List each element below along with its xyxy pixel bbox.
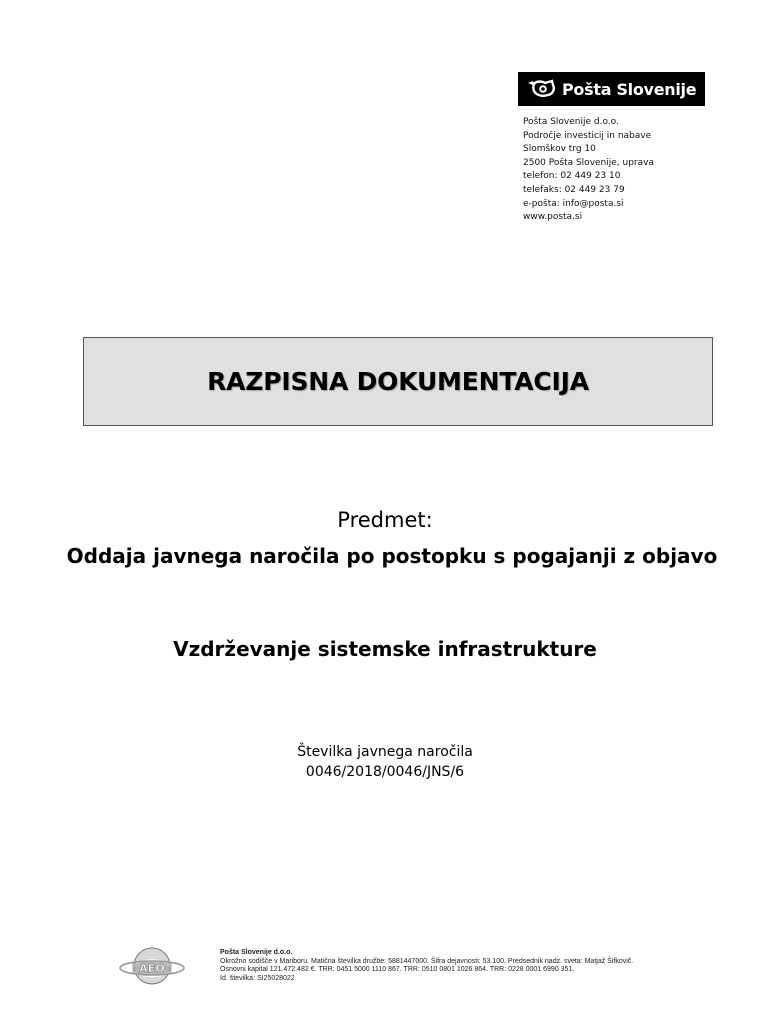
address-line: telefon: 02 449 23 10 xyxy=(523,171,621,182)
company-footer xyxy=(220,949,633,983)
aeo-logo xyxy=(118,944,186,988)
subject-label: Predmet: xyxy=(337,508,433,532)
address-line: Slomškov trg 10 xyxy=(523,144,596,155)
post-horn-icon xyxy=(526,79,556,99)
project-title: Vzdrževanje sistemske infrastrukture xyxy=(173,637,597,661)
subject-text: Oddaja javnega naročila po postopku s pogajanji z objavo xyxy=(66,544,718,568)
posta-slovenije-logo xyxy=(518,72,705,106)
footer-line: Osnovni kapital 121.472.482 €. TRR: 0451 5000 1110 867. TRR: 0510 0801 1026 864. TRR: 0228 0001 6990 351. xyxy=(220,966,575,973)
sender-address xyxy=(523,116,654,225)
title-box xyxy=(83,337,713,426)
address-line: telefaks: 02 449 23 79 xyxy=(523,184,625,195)
address-line: 2500 Pošta Slovenije, uprava xyxy=(523,157,654,168)
tender-number: 0046/2018/0046/JNS/6 xyxy=(305,764,465,780)
document-title: RAZPISNA DOKUMENTACIJA xyxy=(207,367,589,396)
footer-line: Id. številka: SI25028022 xyxy=(220,974,295,982)
address-line: Področje investicij in nabave xyxy=(523,130,652,141)
address-line: Pošta Slovenije d.o.o. xyxy=(523,117,619,127)
address-line: www.posta.si xyxy=(523,212,583,223)
footer-line: Okrožno sodišče v Mariboru. Matična številka družbe: 5881447000. Šifra dejavnosti: 53.100. Predsednik nadz. sveta: Matjaž Šifkovič. xyxy=(220,957,634,965)
address-line: e-pošta: info@posta.si xyxy=(523,198,624,209)
footer-line: Pošta Slovenije d.o.o. xyxy=(220,949,293,956)
logo-text: Pošta Slovenije xyxy=(562,79,697,99)
tender-number-label: Številka javnega naročila xyxy=(297,744,473,760)
aeo-logo-text: AEO xyxy=(139,962,165,975)
